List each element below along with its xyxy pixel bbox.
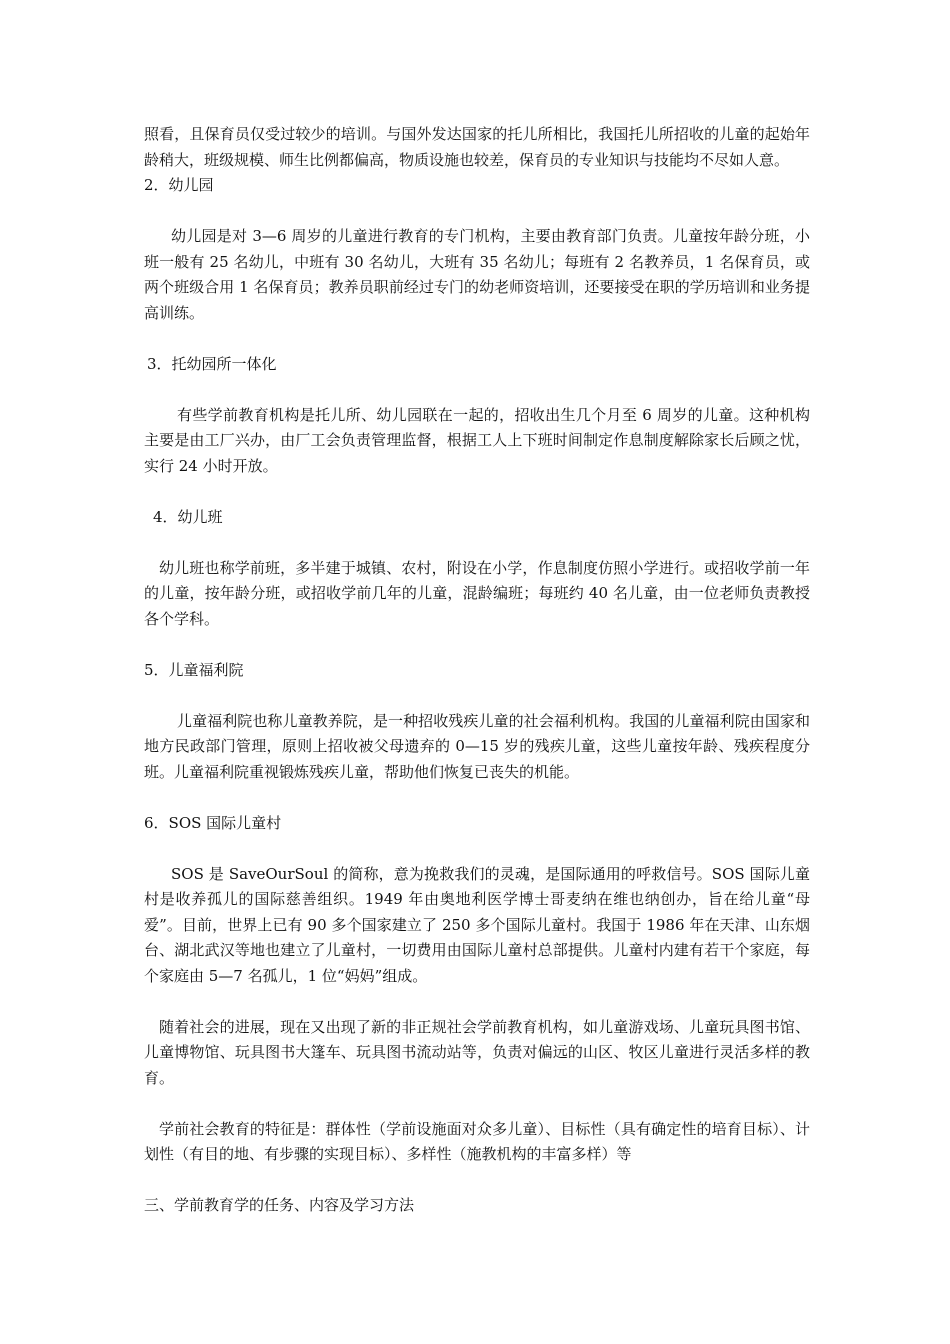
paragraph-new-institutions: 随着社会的进展，现在又出现了新的非正规社会学前教育机构，如儿童游戏场、儿童玩具图书馆、儿童博物馆、玩具图书大篷车、玩具图书流动站等，负责对偏远的山区、牧区儿童进行灵活多样的教育。 <box>144 1017 810 1087</box>
heading-preschool-class: 4．幼儿班 <box>153 507 223 526</box>
paragraph-preschool-class: 幼儿班也称学前班，多半建于城镇、农村，附设在小学，作息制度仿照小学进行。或招收学前一年的儿童，按年龄分班，或招收学前几年的儿童，混龄编班；每班约 40 名儿童，由一位老师负责教授各个学科。 <box>144 558 810 628</box>
spacer <box>144 1091 810 1117</box>
spacer <box>144 683 810 709</box>
heading-welfare-home: 5．儿童福利院 <box>144 660 244 679</box>
paragraph-welfare-home: 儿童福利院也称儿童教养院，是一种招收残疾儿童的社会福利机构。我国的儿童福利院由国家和地方民政部门管理，原则上招收被父母遗弃的 0—15 岁的残疾儿童，这些儿童按年龄、残疾程度分班。儿童福利院重视锻炼残疾儿童，帮助他们恢复已丧失的机能。 <box>144 711 810 781</box>
spacer <box>144 989 810 1015</box>
spacer <box>144 836 810 862</box>
spacer <box>144 785 810 811</box>
spacer <box>144 632 810 658</box>
spacer <box>144 199 810 225</box>
paragraph-nursery-integration: 有些学前教育机构是托儿所、幼儿园联在一起的，招收出生几个月至 6 周岁的儿童。这种机构主要是由工厂兴办，由厂工会负责管理监督，根据工人上下班时间制定作息制度解除家长后顾之忧，实行 24 小时开放。 <box>144 405 810 475</box>
heading-nursery-integration: 3．托幼园所一体化 <box>147 354 277 373</box>
paragraph-sos-village: SOS 是 SaveOurSoul 的简称，意为挽救我们的灵魂，是国际通用的呼救信号。SOS 国际儿童村是收养孤儿的国际慈善组织。1949 年由奥地利医学博士哥麦纳在维也纳创办，旨在给儿童“母爱”。目前，世界上已有 90 多个国家建立了 250 多个国际儿童村。我国于 1986 年在天津、山东烟台、湖北武汉等地也建立了儿童村，一切费用由国际儿童村总部提供。儿童村内建有若干个家庭，每个家庭由 5—7 名孤儿，1 位“妈妈”组成。 <box>144 864 810 985</box>
heading-section-three: 三、学前教育学的任务、内容及学习方法 <box>144 1196 415 1214</box>
document-body <box>144 122 810 1219</box>
spacer <box>144 326 810 352</box>
heading-kindergarten: 2．幼儿园 <box>144 176 214 194</box>
heading-sos-village: 6．SOS 国际儿童村 <box>144 813 282 832</box>
paragraph-kindergarten: 幼儿园是对 3—6 周岁的儿童进行教育的专门机构，主要由教育部门负责。儿童按年龄分班，小班一般有 25 名幼儿，中班有 30 名幼儿，大班有 35 名幼儿；每班有 2 名教养员，1 名保育员，或两个班级合用 1 名保育员；教养员职前经过专门的幼老师资培训，还要接受在职的学历培训和业务提高训练。 <box>144 227 810 322</box>
spacer <box>144 377 810 403</box>
spacer <box>144 479 810 505</box>
spacer <box>144 1168 810 1194</box>
paragraph-characteristics: 学前社会教育的特征是：群体性（学前设施面对众多儿童）、目标性（具有确定性的培育目标）、计划性（有目的地、有步骤的实现目标）、多样性（施教机构的丰富多样）等 <box>144 1119 810 1163</box>
spacer <box>144 530 810 556</box>
paragraph-intro: 照看，且保育员仅受过较少的培训。与国外发达国家的托儿所相比，我国托儿所招收的儿童的起始年龄稍大，班级规模、师生比例都偏高，物质设施也较差，保育员的专业知识与技能均不尽如人意。 <box>144 125 810 169</box>
